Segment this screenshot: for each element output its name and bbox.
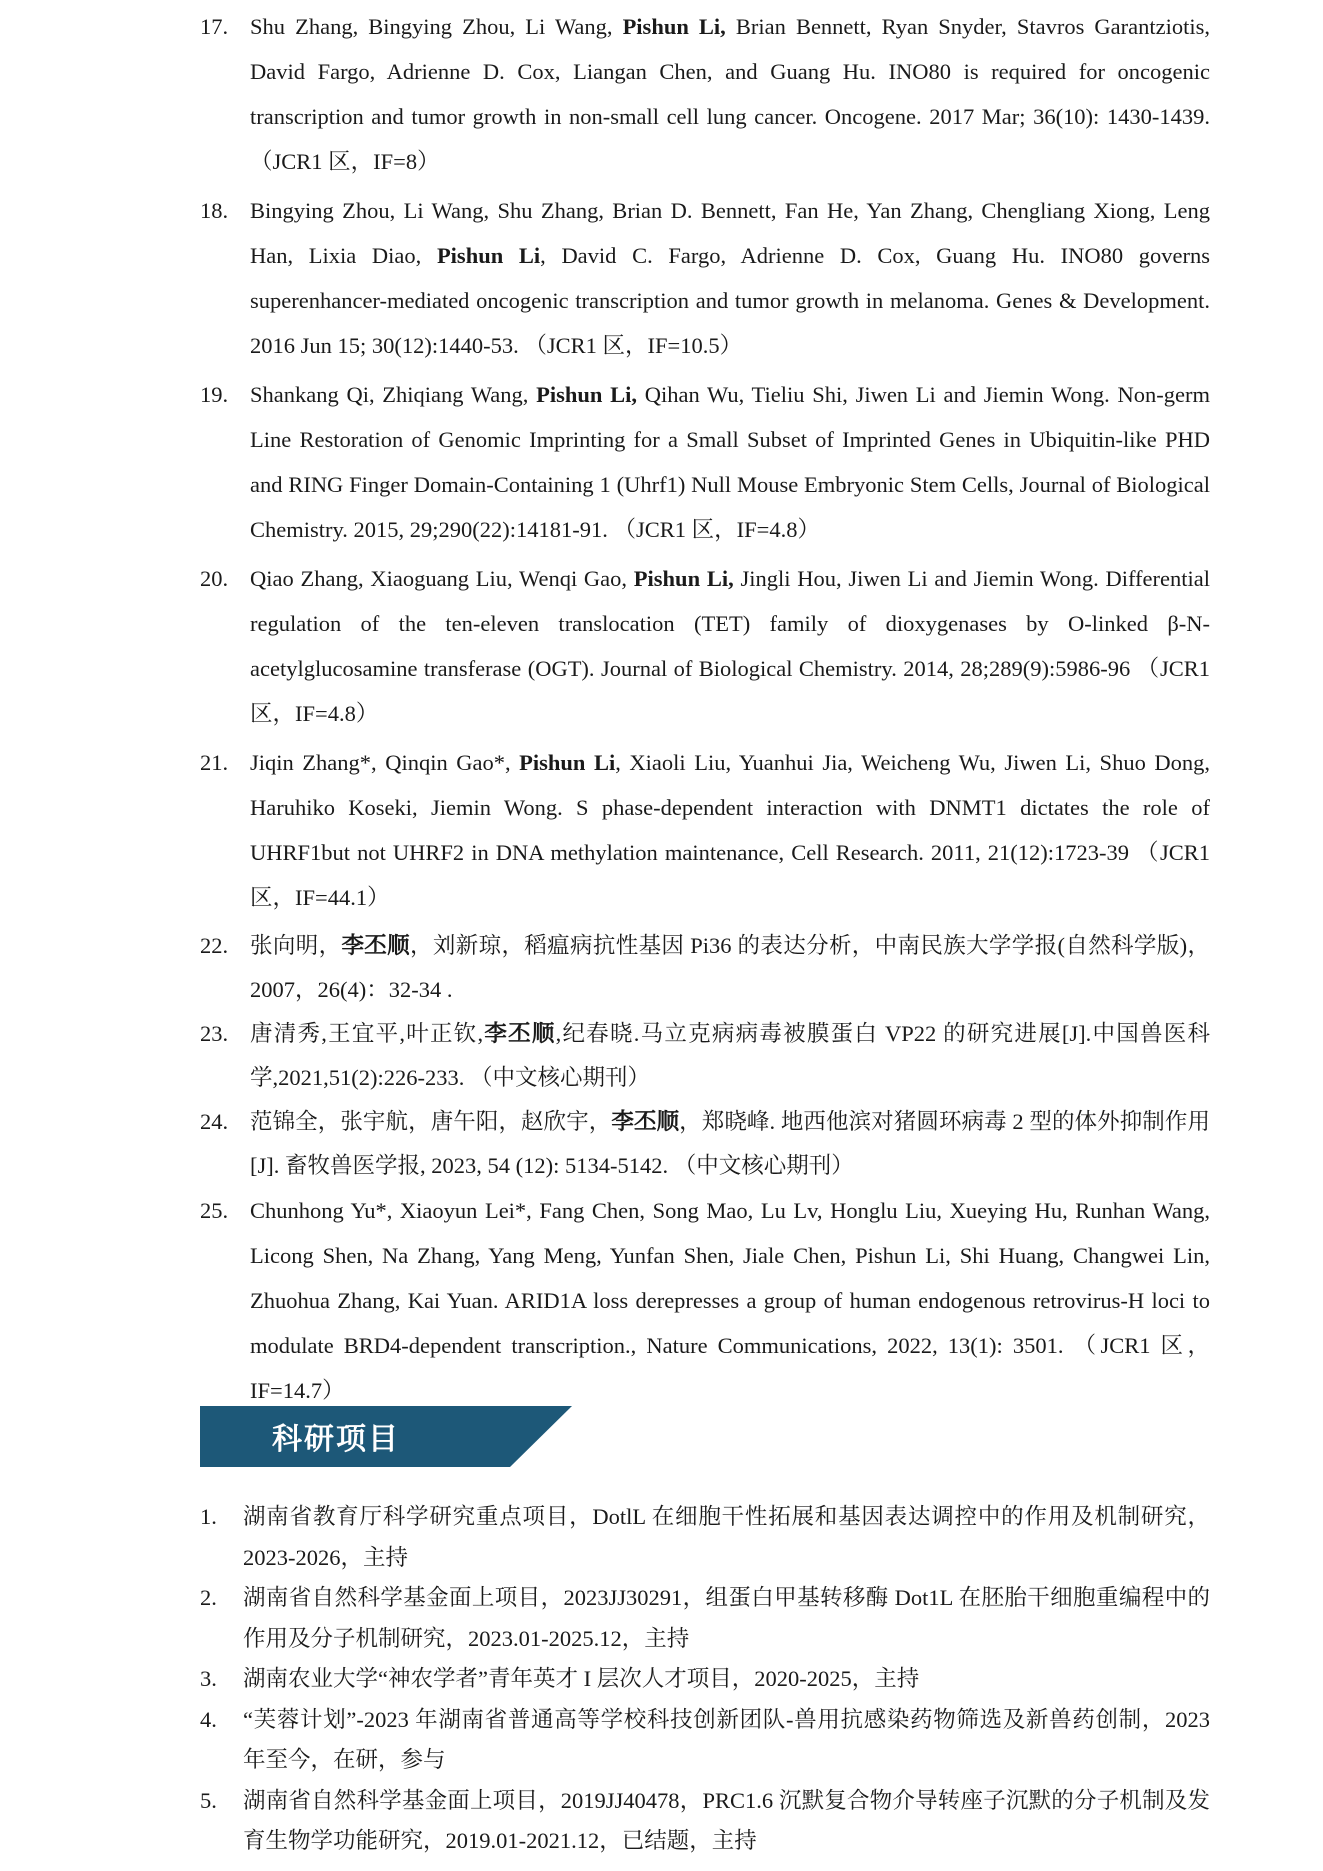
author-highlight: Pishun Li: [519, 750, 616, 775]
project-item: [200, 1700, 1210, 1781]
publication-citation: ，刘新琼，稻瘟病抗性基因 Pi36 的表达分析，中南民族大学学报(自然科学版)，2007，26(4)：32-34 .: [250, 933, 1210, 1002]
project-text: 湖南省教育厅科学研究重点项目，DotlL 在细胞干性拓展和基因表达调控中的作用及机制研究，2023-2026，主持: [243, 1504, 1210, 1570]
publication-item: [200, 4, 1210, 184]
publication-citation: ，郑晓峰. 地西他滨对猪圆环病毒 2 型的体外抑制作用[J]. 畜牧兽医学报, 2023, 54 (12): 5134-5142. （中文核心期刊）: [250, 1109, 1210, 1178]
project-text: 湖南农业大学“神农学者”青年英才 I 层次人才项目，2020-2025，主持: [243, 1666, 920, 1691]
publication-citation: Qihan Wu, Tieliu Shi, Jiwen Li and Jiemin Wong. Non-germ Line Restoration of Genomic Imprinting for a Small Subset of Imprinted Genes in Ubiquitin-like PHD and RING Finger Domain-Containing 1 (Uhrf1) Null Mouse Embryonic Stem Cells, Journal of Biological Chemistry. 2015, 29;290(22):14181-91. （JCR1 区，IF=4.8）: [250, 382, 1210, 542]
publication-citation: Brian Bennett, Ryan Snyder, Stavros Garantziotis, David Fargo, Adrienne D. Cox, Liangan Chen, and Guang Hu. INO80 is required for oncogenic transcription and tumor growth in non-small cell lung cancer. Oncogene. 2017 Mar; 36(10): 1430-1439. （JCR1 区，IF=8）: [250, 14, 1210, 174]
author-highlight: 李丕顺: [483, 1021, 556, 1046]
project-item: [200, 1578, 1210, 1659]
publication-number: 22.: [200, 933, 229, 958]
project-item: [200, 1497, 1210, 1578]
author-highlight: Pishun Li,: [633, 566, 734, 591]
author-highlight: 李丕顺: [341, 933, 411, 958]
publication-citation: , Xiaoli Liu, Yuanhui Jia, Weicheng Wu, Jiwen Li, Shuo Dong, Haruhiko Koseki, Jiemin Wong. S phase-dependent interaction with DNMT1 dictates the role of UHRF1but not UHRF2 in DNA methylation maintenance, Cell Research. 2011, 21(12):1723-39 （JCR1 区，IF=44.1）: [250, 750, 1210, 910]
publication-number: 21.: [200, 750, 229, 775]
publication-citation: ,纪春晓.马立克病病毒被膜蛋白 VP22 的研究进展[J].中国兽医科学,2021,51(2):226-233. （中文核心期刊）: [250, 1021, 1210, 1090]
publication-number: 19.: [200, 382, 229, 407]
author-highlight: Pishun Li,: [536, 382, 638, 407]
publication-number: 25.: [200, 1198, 229, 1223]
publication-item: [200, 1012, 1210, 1100]
project-number: 1.: [200, 1504, 217, 1529]
publication-citation: , David C. Fargo, Adrienne D. Cox, Guang Hu. INO80 governs superenhancer-mediated oncogenic transcription and tumor growth in melanoma. Genes & Development. 2016 Jun 15; 30(12):1440-53. （JCR1 区，IF=10.5）: [250, 243, 1210, 358]
publication-item: [200, 188, 1210, 368]
publication-authors: Jiqin Zhang*, Qinqin Gao*,: [250, 750, 520, 775]
publication-list: [200, 4, 1210, 1413]
section-title: 科研项目: [272, 1422, 400, 1457]
publication-item: [200, 372, 1210, 552]
project-text: 湖南省自然科学基金面上项目，2019JJ40478，PRC1.6 沉默复合物介导转座子沉默的分子机制及发育生物学功能研究，2019.01-2021.12，已结题，主持: [243, 1787, 1210, 1853]
project-list: [200, 1497, 1210, 1862]
author-highlight: Pishun Li: [436, 243, 541, 268]
publication-item: [200, 556, 1210, 736]
publication-authors: Shu Zhang, Bingying Zhou, Li Wang,: [250, 14, 623, 39]
project-text: 湖南省自然科学基金面上项目，2023JJ30291，组蛋白甲基转移酶 Dot1L 在胚胎干细胞重编程中的作用及分子机制研究，2023.01-2025.12，主持: [243, 1585, 1210, 1651]
section-header-research-projects: [200, 1406, 572, 1467]
publication-authors: Bingying Zhou, Li Wang, Shu Zhang, Brian D. Bennett, Fan He, Yan Zhang, Chengliang Xiong, Leng Han, Lixia Diao,: [250, 198, 1210, 268]
project-item: [200, 1659, 1210, 1700]
publication-number: 24.: [200, 1109, 229, 1134]
publication-authors: Chunhong Yu*, Xiaoyun Lei*, Fang Chen, Song Mao, Lu Lv, Honglu Liu, Xueying Hu, Runhan Wang, Licong Shen, Na Zhang, Yang Meng, Yunfan Shen, Jiale Chen, Pishun Li, Shi Huang, Changwei Lin, Zhuohua Zhang, Kai Yuan. ARID1A loss derepresses a group of human endogenous retrovirus-H loci to modulate BRD4-dependent transcription., Nature Communications, 2022, 13(1): 3501. （JCR1 区，IF=14.7）: [250, 1198, 1210, 1403]
publication-number: 18.: [200, 198, 229, 223]
publication-authors: 张向明，: [250, 933, 342, 958]
publication-number: 20.: [200, 566, 229, 591]
project-number: 4.: [200, 1706, 217, 1732]
publication-citation: Jingli Hou, Jiwen Li and Jiemin Wong. Differential regulation of the ten-eleven translocation (TET) family of dioxygenases by O-linked β-N-acetylglucosamine transferase (OGT). Journal of Biological Chemistry. 2014, 28;289(9):5986-96 （JCR1 区，IF=4.8）: [250, 566, 1211, 726]
project-number: 3.: [200, 1666, 217, 1691]
project-number: 2.: [200, 1585, 217, 1610]
author-highlight: Pishun Li,: [622, 14, 726, 39]
publication-authors: Shankang Qi, Zhiqiang Wang,: [250, 382, 537, 407]
publication-authors: Qiao Zhang, Xiaoguang Liu, Wenqi Gao,: [250, 566, 634, 591]
author-highlight: 李丕顺: [611, 1109, 680, 1134]
publication-number: 17.: [200, 14, 229, 39]
publication-item: [200, 1100, 1210, 1188]
publication-item: [200, 924, 1210, 1012]
publication-number: 23.: [200, 1021, 229, 1046]
project-item: [200, 1781, 1210, 1862]
publication-item: [200, 1188, 1210, 1413]
project-number: 5.: [200, 1787, 217, 1813]
publication-authors: 范锦全，张宇航，唐午阳，赵欣宇，: [250, 1109, 612, 1134]
project-text: “芙蓉计划”-2023 年湖南省普通高等学校科技创新团队-兽用抗感染药物筛选及新兽药创制，2023 年至今，在研，参与: [243, 1706, 1210, 1772]
publication-item: [200, 740, 1210, 920]
publication-authors: 唐清秀,王宜平,叶正钦,: [250, 1021, 484, 1046]
